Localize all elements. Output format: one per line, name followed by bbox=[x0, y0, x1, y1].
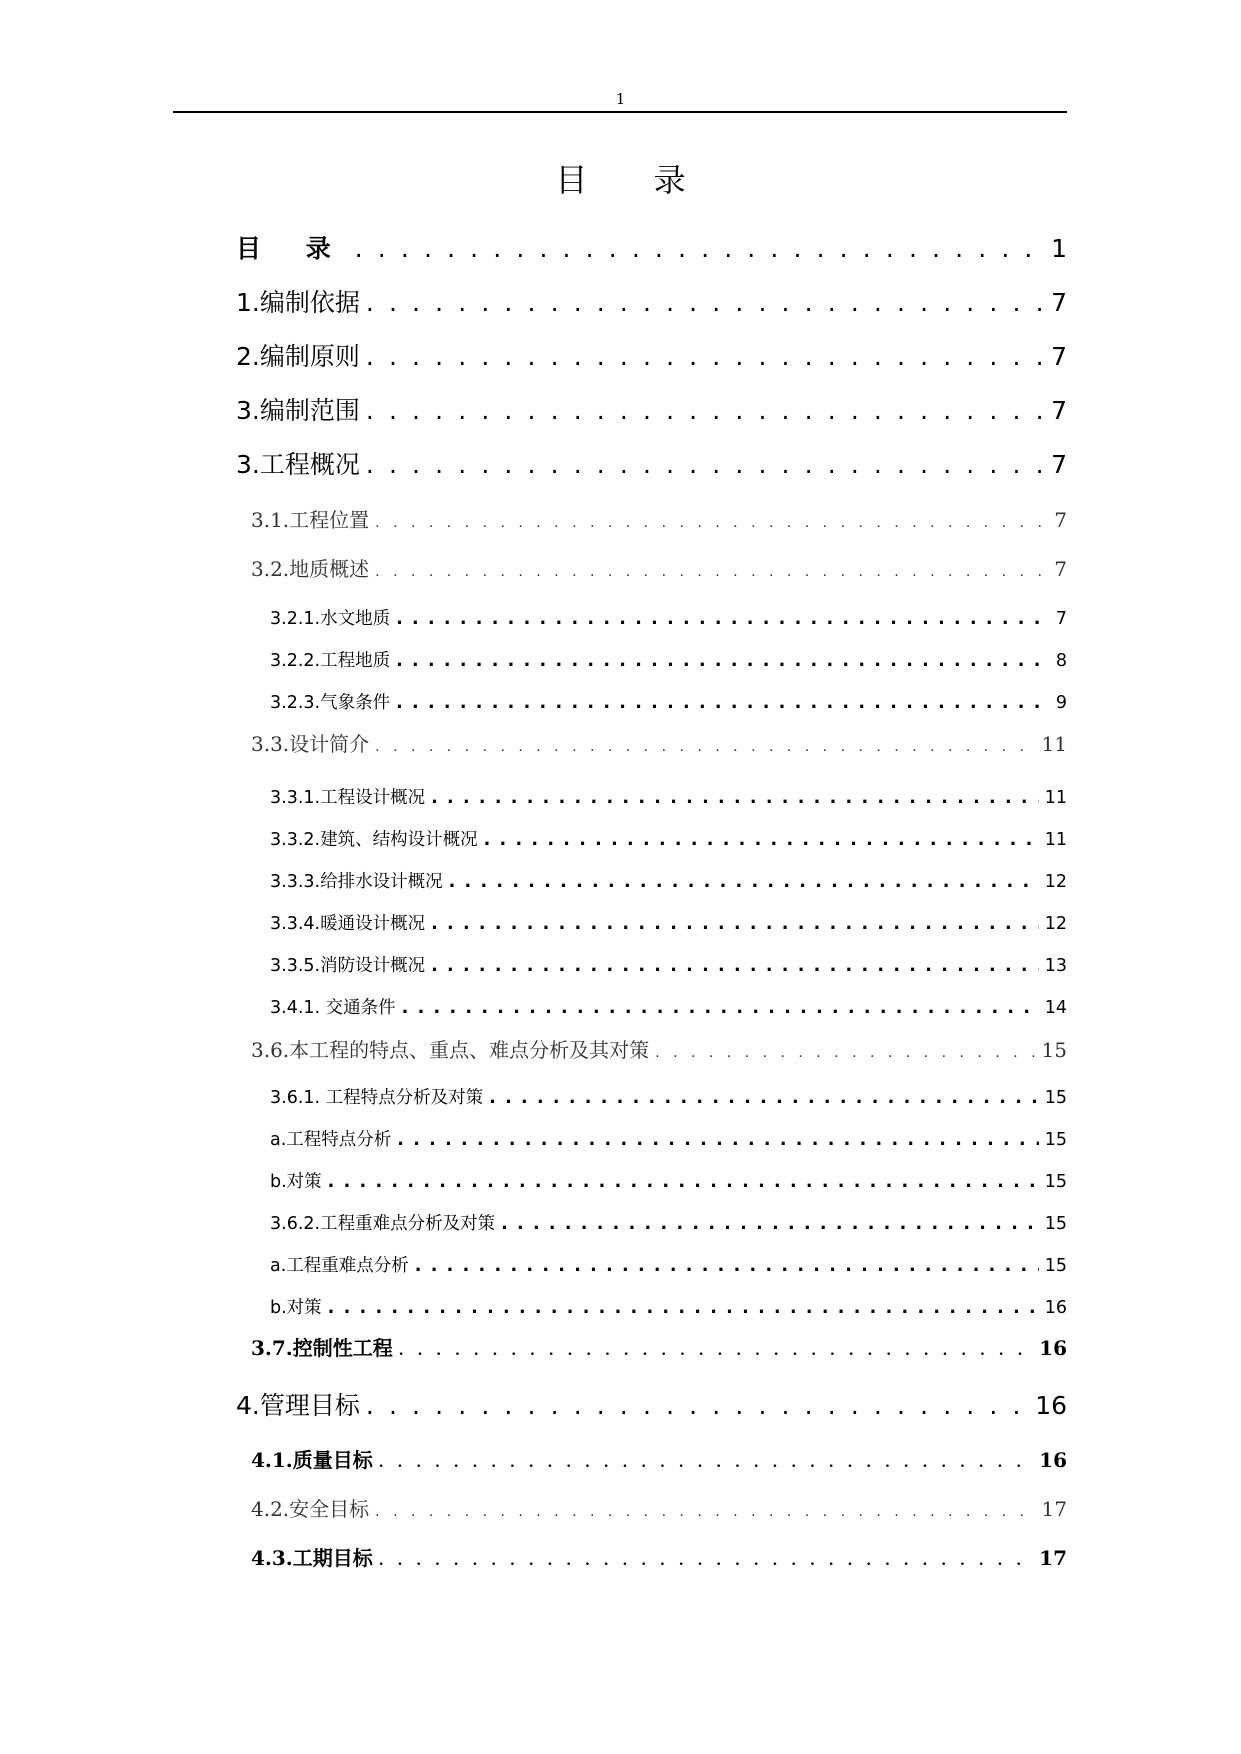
toc-entry-page: 9 bbox=[1055, 693, 1067, 713]
toc-entry-3-6[interactable] bbox=[251, 1037, 1067, 1066]
toc-dot-leader bbox=[402, 997, 1039, 1019]
toc-entry-page: 7 bbox=[1051, 342, 1067, 371]
toc-entry-label: 4.1.质量目标 bbox=[251, 1448, 373, 1472]
toc-entry-label: 4.管理目标 bbox=[236, 1391, 360, 1420]
toc-entry-label: a.工程重难点分析 bbox=[270, 1256, 409, 1276]
toc-entry-contents[interactable] bbox=[236, 233, 1067, 265]
toc-entry-label: b.对策 bbox=[270, 1298, 322, 1318]
toc-entry-4-3[interactable] bbox=[251, 1545, 1067, 1574]
toc-dot-leader bbox=[396, 650, 1050, 672]
toc-dot-leader bbox=[489, 1087, 1039, 1109]
document-title: 目 录 bbox=[555, 161, 714, 199]
toc-entry-page: 7 bbox=[1051, 450, 1067, 479]
toc-entry-page: 7 bbox=[1054, 557, 1067, 581]
toc-entry-label: b.对策 bbox=[270, 1172, 322, 1192]
page-number: 1 bbox=[615, 90, 626, 108]
toc-dot-leader bbox=[379, 1548, 1033, 1574]
toc-dot-leader bbox=[431, 955, 1039, 977]
toc-dot-leader bbox=[397, 1129, 1038, 1151]
toc-entry-page: 15 bbox=[1044, 1130, 1067, 1150]
toc-entry-page: 15 bbox=[1044, 1256, 1067, 1276]
toc-dot-leader bbox=[431, 787, 1039, 809]
toc-entry-1[interactable] bbox=[236, 287, 1067, 319]
toc-entry-page: 16 bbox=[1035, 1391, 1067, 1420]
toc-entry-page: 1 bbox=[1051, 234, 1067, 263]
toc-entry-3-2-2[interactable] bbox=[270, 650, 1067, 672]
toc-entry-label: 3.3.1.工程设计概况 bbox=[270, 788, 426, 808]
toc-dot-leader bbox=[366, 1390, 1029, 1422]
toc-entry-page: 15 bbox=[1044, 1214, 1067, 1234]
toc-entry-page: 15 bbox=[1044, 1088, 1067, 1108]
toc-dot-leader bbox=[366, 287, 1045, 319]
toc-entry-page: 8 bbox=[1055, 651, 1067, 671]
toc-entry-label: 4.3.工期目标 bbox=[251, 1546, 373, 1570]
toc-dot-leader bbox=[431, 913, 1039, 935]
toc-dot-leader bbox=[366, 341, 1045, 373]
toc-dot-leader bbox=[399, 1338, 1033, 1364]
toc-entry-label: a.工程特点分析 bbox=[270, 1130, 392, 1150]
toc-entry-2[interactable] bbox=[236, 341, 1067, 373]
toc-entry-page: 7 bbox=[1054, 508, 1067, 532]
toc-entry-3-2[interactable] bbox=[251, 556, 1067, 585]
toc-entry-3-2-3[interactable] bbox=[270, 692, 1067, 714]
toc-entry-4[interactable] bbox=[236, 1390, 1067, 1422]
toc-entry-page: 11 bbox=[1041, 732, 1067, 756]
toc-entry-label: 3.6.本工程的特点、重点、难点分析及其对策 bbox=[251, 1038, 650, 1062]
toc-entry-3-2-1[interactable] bbox=[270, 608, 1067, 630]
toc-entry-label: 1.编制依据 bbox=[236, 288, 360, 317]
toc-entry-label: 3.工程概况 bbox=[236, 450, 360, 479]
toc-dot-leader bbox=[655, 1040, 1035, 1066]
toc-entry-label: 3.2.1.水文地质 bbox=[270, 609, 391, 629]
toc-entry-page: 13 bbox=[1044, 956, 1067, 976]
toc-entry-page: 11 bbox=[1044, 830, 1067, 850]
toc-entry-label: 3.6.1. 工程特点分析及对策 bbox=[270, 1088, 484, 1108]
toc-entry-3a[interactable] bbox=[236, 395, 1067, 427]
toc-entry-page: 17 bbox=[1041, 1497, 1067, 1521]
toc-dot-leader bbox=[375, 734, 1035, 760]
toc-entry-page: 16 bbox=[1044, 1298, 1067, 1318]
toc-entry-3b[interactable] bbox=[236, 449, 1067, 481]
toc-entry-label: 3.1.工程位置 bbox=[251, 508, 370, 532]
toc-entry-page: 7 bbox=[1051, 396, 1067, 425]
toc-entry-page: 15 bbox=[1041, 1038, 1067, 1062]
toc-entry-4-1[interactable] bbox=[251, 1447, 1067, 1476]
toc-dot-leader bbox=[375, 510, 1048, 536]
toc-entry-page: 15 bbox=[1044, 1172, 1067, 1192]
toc-entry-3-3-5[interactable] bbox=[270, 955, 1067, 977]
toc-entry-page: 17 bbox=[1039, 1546, 1067, 1570]
toc-dot-leader bbox=[355, 233, 1045, 265]
toc-entry-page: 11 bbox=[1044, 788, 1067, 808]
toc-entry-label: 3.2.3.气象条件 bbox=[270, 693, 391, 713]
toc-entry-3-7[interactable] bbox=[251, 1335, 1067, 1364]
toc-dot-leader bbox=[396, 608, 1050, 630]
toc-entry-label: 3.2.2.工程地质 bbox=[270, 651, 391, 671]
toc-dot-leader bbox=[375, 559, 1048, 585]
toc-dot-leader bbox=[484, 829, 1039, 851]
toc-entry-label: 3.2.地质概述 bbox=[251, 557, 370, 581]
toc-entry-page: 7 bbox=[1051, 288, 1067, 317]
toc-entry-label: 3.7.控制性工程 bbox=[251, 1336, 393, 1360]
toc-dot-leader bbox=[328, 1171, 1039, 1193]
toc-entry-page: 12 bbox=[1044, 872, 1067, 892]
toc-entry-3-6-1-b[interactable] bbox=[270, 1171, 1067, 1193]
toc-entry-page: 12 bbox=[1044, 914, 1067, 934]
toc-entry-3-1[interactable] bbox=[251, 507, 1067, 536]
toc-entry-3-3-3[interactable] bbox=[270, 871, 1067, 893]
toc-entry-page: 16 bbox=[1039, 1336, 1067, 1360]
toc-entry-label: 4.2.安全目标 bbox=[251, 1497, 370, 1521]
toc-dot-leader bbox=[328, 1297, 1039, 1319]
toc-entry-label: 3.3.3.给排水设计概况 bbox=[270, 872, 443, 892]
toc-entry-label: 目 录 bbox=[236, 234, 349, 263]
toc-dot-leader bbox=[379, 1450, 1033, 1476]
toc-entry-page: 7 bbox=[1055, 609, 1067, 629]
toc-dot-leader bbox=[396, 692, 1050, 714]
toc-entry-label: 3.3.2.建筑、结构设计概况 bbox=[270, 830, 478, 850]
toc-dot-leader bbox=[366, 449, 1045, 481]
toc-dot-leader bbox=[501, 1213, 1039, 1235]
toc-entry-3-6-1[interactable] bbox=[270, 1087, 1067, 1109]
toc-entry-label: 2.编制原则 bbox=[236, 342, 360, 371]
toc-entry-3-3-4[interactable] bbox=[270, 913, 1067, 935]
toc-entry-label: 3.6.2.工程重难点分析及对策 bbox=[270, 1214, 496, 1234]
toc-entry-label: 3.3.5.消防设计概况 bbox=[270, 956, 426, 976]
toc-entry-3-6-2-b[interactable] bbox=[270, 1297, 1067, 1319]
toc-entry-3-3-1[interactable] bbox=[270, 787, 1067, 809]
toc-entry-3-6-1-a[interactable] bbox=[270, 1129, 1067, 1151]
toc-entry-label: 3.3.设计简介 bbox=[251, 732, 370, 756]
toc-dot-leader bbox=[366, 395, 1045, 427]
toc-entry-3-4-1[interactable] bbox=[270, 997, 1067, 1019]
toc-entry-3-6-2-a[interactable] bbox=[270, 1255, 1067, 1277]
toc-dot-leader bbox=[415, 1255, 1039, 1277]
toc-entry-page: 14 bbox=[1044, 998, 1067, 1018]
toc-entry-4-2[interactable] bbox=[251, 1496, 1067, 1525]
toc-entry-3-3[interactable] bbox=[251, 731, 1067, 760]
toc-entry-page: 16 bbox=[1039, 1448, 1067, 1472]
toc-dot-leader bbox=[449, 871, 1039, 893]
toc-entry-label: 3.4.1. 交通条件 bbox=[270, 998, 396, 1018]
toc-entry-label: 3.3.4.暖通设计概况 bbox=[270, 914, 426, 934]
toc-dot-leader bbox=[375, 1499, 1035, 1525]
toc-entry-label: 3.编制范围 bbox=[236, 396, 360, 425]
toc-entry-3-3-2[interactable] bbox=[270, 829, 1067, 851]
toc-entry-3-6-2[interactable] bbox=[270, 1213, 1067, 1235]
